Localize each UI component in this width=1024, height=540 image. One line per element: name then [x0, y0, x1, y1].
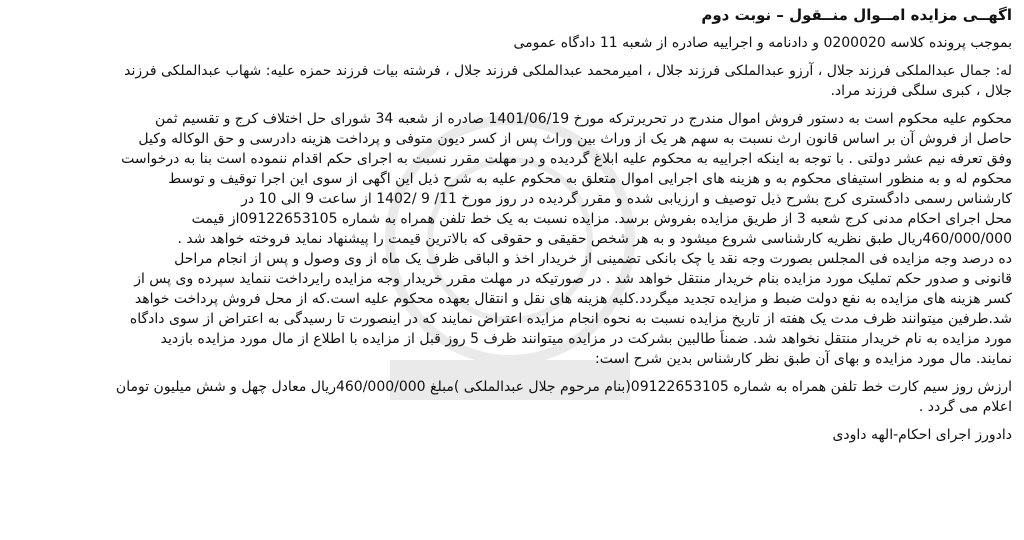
notice-title: اگهــی مزایده امــوال منــقول – نوبت دوم — [701, 6, 1012, 24]
case-reference: بموجب پرونده کلاسه 0200020 و دادنامه و اجراییه صادره از شعبه 11 دادگاه عمومی — [513, 35, 1012, 51]
body-line: وفق تعرفه نیم عشر دولتی . با توجه به اینکه اجراییه به محکوم علیه ابلاغ گردیده و در مهلت مقرر نسبت به اجرای حکم اقدام ننموده است بنا به درخواست — [121, 151, 1012, 167]
body-line: محل اجرای احکام مدنی کرج شعبه 3 از طریق مزایده بفروش برسد. مزایده نسبت به یک خط تلفن همراه به شماره 09122653105از قیمت — [191, 211, 1012, 227]
body-paragraph — [12, 110, 1012, 368]
valuation-line: ارزش روز سیم کارت خط تلفن همراه به شماره 09122653105(بنام مرحوم جلال عبدالملکی )مبلغ 460/000/000ریال معادل چهل و شش میلیون تومان — [115, 379, 1012, 395]
body-line: محکوم له و به منظور استیفای محکوم به و هزینه های اجرایی اموال متعلق به محکوم علیه به شرح ذیل این اگهی از سوی این اجرا توقیف و توسط — [168, 171, 1012, 187]
parties-line: جلال ، کبری سلگی فرزند مراد. — [830, 83, 1012, 99]
parties-paragraph — [12, 62, 1012, 100]
body-line: کارشناس رسمی دادگستری کرج بشرح ذیل توصیف و ارزیابی شده و مقرر گردیده در روز مورخ 11/ 9 /1402 از ساعت 9 الی 10 در — [241, 191, 1012, 207]
parties-line: له: جمال عبدالملکی فرزند جلال ، آرزو عبدالملکی فرزند جلال ، امیرمحمد عبدالملکی فرزند جلال ، فرشته بیات فرزند حمزه علیه: شهاب عبدالملکی فرزند — [124, 63, 1012, 79]
valuation-line: اعلام می گردد . — [918, 399, 1012, 415]
body-line: نمایند. مال مورد مزایده و بهای آن طبق نظر کارشناس بدین شرح است: — [595, 351, 1012, 367]
body-line: مورد مزایده به نام خریدار منتقل نخواهد شد. ضمناً طالبین بشرکت در مزایده میتوانند ظرف 5 روز قبل از مزایده با اطلاع از مال مورد مزایده بازدید — [160, 331, 1012, 347]
body-line: محکوم علیه محکوم است به دستور فروش اموال مندرج در تحریرترکه مورخ 1401/06/19 صادره از شعبه 34 شورای حل اختلاف کرج و تقسیم ثمن — [155, 111, 1012, 127]
signature: دادورز اجرای احکام-الهه داودی — [832, 427, 1012, 443]
body-line: شد.طرفین میتوانند ظرف مدت یک هفته از تاریخ مزایده نسبت به نحوه انجام مزایده اعتراض نمایند که در اینصورت تا رسیدگی به اعتراض از سوی دادگاه — [129, 311, 1012, 327]
body-line: قانونی و صدور حکم تملیک مورد مزایده بنام خریدار منتقل خواهد شد . در صورتیکه در مهلت مقرر خریدار وجه مزایده رایرداخت ننماید سپرده وی پس از — [134, 271, 1012, 287]
body-line: کسر هزینه های مزایده به نفع دولت ضبط و مزایده تجدید میگردد.کلیه هزینه های نقل و انتقال بعهده محکوم علیه است.که از محل فروش پرداخت خواهد — [134, 291, 1012, 307]
body-line: ده درصد وجه مزایده فی المجلس بصورت وجه نقد یا چک بانکی تضمینی از خریدار اخذ و الباقی ظرف یک ماه از وی وصول و پس از انجام مراحل — [174, 251, 1012, 267]
valuation-paragraph — [12, 378, 1012, 416]
body-line: حاصل از فروش آن بر اساس قانون ارث نسبت به سهم هر یک از وراث بین وراث پس از کسر دیون متوفی و پرداخت هزینه دادرسی و حق الوکاله وکیل — [138, 131, 1012, 147]
body-line: 460/000/000ریال طبق نظریه کارشناسی شروع میشود و به هر شخص حقیقی و حقوقی که بالاترین قیمت را پیشنهاد نماید فروخته خواهد شد . — [177, 231, 1012, 247]
